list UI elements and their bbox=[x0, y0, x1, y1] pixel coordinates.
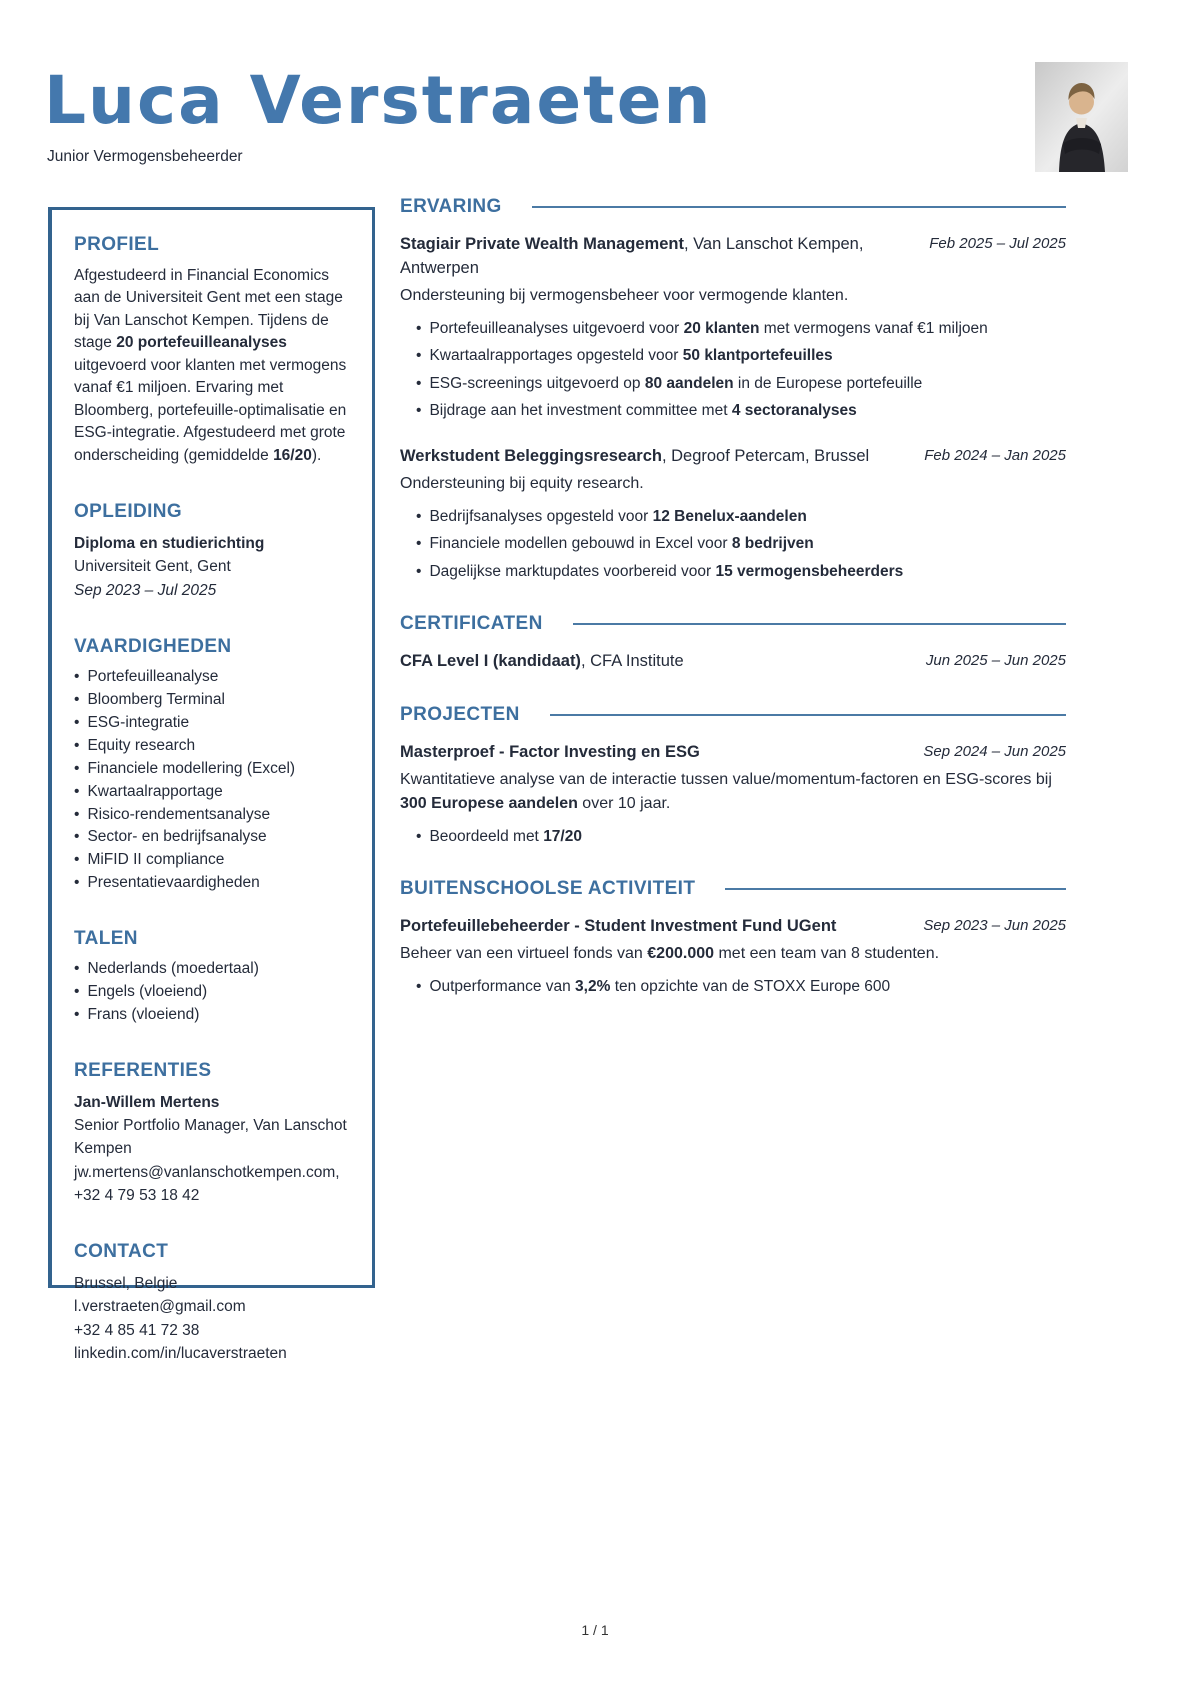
list-item-text: Dagelijkse marktupdates voorbereid voor 15 vermogensbeheerders bbox=[429, 562, 904, 580]
job-summary: Ondersteuning bij equity research. bbox=[400, 474, 644, 492]
list-item-text: Engels (vloeiend) bbox=[87, 983, 208, 1001]
sidebar-section-contact bbox=[74, 1241, 350, 1365]
section-title: REFERENTIES bbox=[74, 1059, 212, 1081]
list-item bbox=[416, 561, 1066, 583]
project-entry bbox=[400, 741, 1066, 848]
list-item bbox=[74, 873, 350, 894]
certificate-title bbox=[400, 650, 684, 674]
bullet-icon: • bbox=[416, 507, 422, 525]
activity-title-bold: Portefeuillebeheerder - Student Investment Fund UGent bbox=[400, 917, 837, 936]
activity-title bbox=[400, 915, 836, 939]
section-header bbox=[400, 196, 1066, 218]
profile-text: Afgestudeerd in Financial Economics aan de Universiteit Gent met een stage bij Van Lanschot Kempen. Tijdens de stage 20 portefeuilleanalyses uitgevoerd voor klanten met vermogens vanaf €1 miljoen. Ervaring met Bloomberg, portefeuille-optimalisatie en ESG-integratie. Afgestudeerd met grote onderscheiding (gemiddelde 16/20). bbox=[74, 267, 347, 464]
list-item bbox=[416, 400, 1066, 422]
list-item bbox=[416, 318, 1066, 340]
school-name: Universiteit Gent, Gent bbox=[74, 558, 231, 576]
section-header bbox=[400, 878, 1066, 900]
activity-dates: Sep 2023 – Jun 2025 bbox=[923, 917, 1066, 935]
contact-location: Brussel, Belgie bbox=[74, 1275, 178, 1293]
list-item bbox=[416, 506, 1066, 528]
section-title: CONTACT bbox=[74, 1241, 169, 1263]
list-item bbox=[74, 736, 350, 757]
skills-list bbox=[74, 667, 350, 894]
bullet-icon: • bbox=[74, 805, 80, 823]
list-item bbox=[74, 827, 350, 848]
section-divider bbox=[550, 714, 1066, 716]
page-indicator: 1 / 1 bbox=[581, 1622, 609, 1638]
section-projecten bbox=[400, 704, 1066, 848]
list-item-text: ESG-integratie bbox=[87, 713, 190, 731]
bullet-icon: • bbox=[74, 874, 80, 892]
experience-entry bbox=[400, 233, 1066, 423]
bullet-icon: • bbox=[74, 736, 80, 754]
job-summary: Ondersteuning bij vermogensbeheer voor vermogende klanten. bbox=[400, 286, 849, 304]
job-dates: Feb 2024 – Jan 2025 bbox=[924, 446, 1066, 464]
job-title-bold: Stagiair Private Wealth Management bbox=[400, 235, 684, 253]
bullet-icon: • bbox=[74, 690, 80, 708]
certificate-dates: Jun 2025 – Jun 2025 bbox=[925, 652, 1066, 670]
bullet-icon: • bbox=[74, 667, 80, 685]
entry-header bbox=[400, 445, 1066, 469]
list-item-text: Bedrijfsanalyses opgesteld voor 12 Benelux-aandelen bbox=[429, 507, 807, 525]
bullet-icon: • bbox=[416, 827, 422, 845]
contact-phone: +32 4 85 41 72 38 bbox=[74, 1321, 200, 1339]
list-item bbox=[416, 826, 1066, 848]
entry-header bbox=[400, 650, 1066, 674]
section-header bbox=[400, 704, 1066, 726]
list-item-text: Presentatievaardigheden bbox=[87, 874, 260, 892]
bullet-icon: • bbox=[74, 782, 80, 800]
section-title: OPLEIDING bbox=[74, 501, 183, 523]
project-bullets bbox=[400, 826, 1066, 848]
activity-bullets bbox=[400, 976, 1066, 998]
activity-entry bbox=[400, 915, 1066, 998]
certificate-title-rest: , CFA Institute bbox=[580, 652, 684, 671]
list-item bbox=[74, 959, 350, 980]
list-item-text: MiFID II compliance bbox=[87, 851, 225, 869]
section-title: ERVARING bbox=[400, 196, 502, 217]
bullet-icon: • bbox=[416, 374, 422, 392]
section-certificaten bbox=[400, 613, 1066, 674]
list-item bbox=[74, 782, 350, 803]
page-title: Luca Verstraeten bbox=[44, 62, 713, 139]
bullet-icon: • bbox=[74, 1006, 80, 1024]
list-item-text: Nederlands (moedertaal) bbox=[87, 960, 259, 978]
entry-header bbox=[400, 741, 1066, 765]
reference-role: Senior Portfolio Manager, Van Lanschot Kempen bbox=[74, 1117, 347, 1158]
bullet-icon: • bbox=[74, 983, 80, 1001]
sidebar-section-referenties bbox=[74, 1060, 350, 1207]
list-item-text: Financiele modellering (Excel) bbox=[87, 759, 296, 777]
bullet-icon: • bbox=[416, 319, 422, 337]
job-title-rest: , Van Lanschot Kempen, Antwerpen bbox=[400, 235, 864, 277]
sidebar-section-opleiding bbox=[74, 501, 350, 602]
section-title: CERTIFICATEN bbox=[400, 613, 543, 635]
contact-linkedin: linkedin.com/in/lucaverstraeten bbox=[74, 1344, 287, 1362]
bullet-icon: • bbox=[416, 402, 422, 420]
project-summary: Kwantitatieve analyse van de interactie tussen value/momentum-factoren en ESG-scores bij 300 Europese aandelen over 10 jaar. bbox=[400, 770, 1052, 812]
bullet-icon: • bbox=[74, 851, 80, 869]
sidebar bbox=[48, 207, 375, 1362]
list-item-text: ESG-screenings uitgevoerd op 80 aandelen in de Europese portefeuille bbox=[429, 374, 923, 392]
main-column bbox=[400, 196, 1066, 1029]
languages-list bbox=[74, 959, 350, 1026]
bullet-icon: • bbox=[74, 828, 80, 846]
bullet-icon: • bbox=[74, 759, 80, 777]
job-title bbox=[400, 445, 869, 469]
section-buitenschools bbox=[400, 878, 1066, 998]
list-item bbox=[74, 805, 350, 826]
sidebar-section-vaardigheden bbox=[74, 636, 350, 894]
list-item bbox=[74, 667, 350, 688]
list-item bbox=[74, 982, 350, 1003]
project-title-bold: Masterproef - Factor Investing en ESG bbox=[400, 742, 700, 761]
list-item bbox=[74, 690, 350, 711]
project-title bbox=[400, 741, 700, 765]
project-dates: Sep 2024 – Jun 2025 bbox=[923, 742, 1066, 760]
reference-contact: jw.mertens@vanlanschotkempen.com, +32 4 79 53 18 42 bbox=[74, 1163, 340, 1204]
section-header bbox=[400, 613, 1066, 635]
job-bullets bbox=[400, 318, 1066, 423]
list-item bbox=[74, 713, 350, 734]
job-dates: Feb 2025 – Jul 2025 bbox=[929, 235, 1066, 252]
job-bullets bbox=[400, 506, 1066, 583]
list-item-text: Beoordeeld met 17/20 bbox=[429, 827, 582, 845]
list-item-text: Bloomberg Terminal bbox=[87, 690, 225, 708]
job-title-rest: , Degroof Petercam, Brussel bbox=[661, 446, 870, 465]
section-ervaring bbox=[400, 196, 1066, 583]
section-divider bbox=[573, 623, 1066, 625]
profile-photo bbox=[1035, 62, 1128, 172]
list-item bbox=[416, 373, 1066, 395]
job-subtitle: Junior Vermogensbeheerder bbox=[47, 148, 243, 165]
bullet-icon: • bbox=[416, 978, 422, 996]
reference-name: Jan-Willem Mertens bbox=[74, 1093, 220, 1111]
education-dates: Sep 2023 – Jul 2025 bbox=[74, 581, 217, 599]
list-item-text: Kwartaalrapportages opgesteld voor 50 klantportefeuilles bbox=[429, 347, 833, 365]
section-divider bbox=[725, 888, 1066, 890]
list-item-text: Risico-rendementsanalyse bbox=[87, 805, 271, 823]
bullet-icon: • bbox=[416, 347, 422, 365]
contact-email: l.verstraeten@gmail.com bbox=[74, 1298, 246, 1316]
list-item-text: Financiele modellen gebouwd in Excel voor 8 bedrijven bbox=[429, 535, 814, 553]
list-item bbox=[416, 976, 1066, 998]
list-item bbox=[74, 1005, 350, 1026]
list-item bbox=[74, 759, 350, 780]
list-item bbox=[74, 850, 350, 871]
bullet-icon: • bbox=[74, 713, 80, 731]
certificate-title-bold: CFA Level I (kandidaat) bbox=[400, 652, 581, 671]
entry-header bbox=[400, 915, 1066, 939]
section-title: VAARDIGHEDEN bbox=[74, 635, 232, 657]
job-title bbox=[400, 233, 911, 281]
list-item-text: Outperformance van 3,2% ten opzichte van de STOXX Europe 600 bbox=[429, 978, 891, 996]
certificate-entry bbox=[400, 650, 1066, 674]
sidebar-section-profiel bbox=[74, 234, 350, 467]
bullet-icon: • bbox=[74, 960, 80, 978]
bullet-icon: • bbox=[416, 562, 422, 580]
list-item-text: Frans (vloeiend) bbox=[87, 1006, 200, 1024]
list-item-text: Equity research bbox=[87, 736, 196, 754]
list-item-text: Bijdrage aan het investment committee met 4 sectoranalyses bbox=[429, 402, 857, 420]
bullet-icon: • bbox=[416, 535, 422, 553]
list-item-text: Portefeuilleanalyse bbox=[87, 667, 219, 685]
section-title: TALEN bbox=[74, 928, 138, 950]
section-title: PROJECTEN bbox=[400, 703, 520, 725]
list-item-text: Sector- en bedrijfsanalyse bbox=[87, 828, 267, 846]
section-title: BUITENSCHOOLSE ACTIVITEIT bbox=[400, 878, 696, 900]
section-title: PROFIEL bbox=[74, 234, 160, 255]
section-divider bbox=[532, 206, 1066, 208]
degree-name: Diploma en studierichting bbox=[74, 535, 265, 553]
entry-header bbox=[400, 233, 1066, 281]
experience-entry bbox=[400, 445, 1066, 583]
list-item bbox=[416, 345, 1066, 367]
list-item bbox=[416, 533, 1066, 555]
job-title-bold: Werkstudent Beleggingsresearch bbox=[400, 446, 662, 465]
activity-summary: Beheer van een virtueel fonds van €200.000 met een team van 8 studenten. bbox=[400, 945, 940, 963]
list-item-text: Kwartaalrapportage bbox=[87, 782, 223, 800]
sidebar-section-talen bbox=[74, 928, 350, 1026]
list-item-text: Portefeuilleanalyses uitgevoerd voor 20 klanten met vermogens vanaf €1 miljoen bbox=[429, 319, 988, 337]
